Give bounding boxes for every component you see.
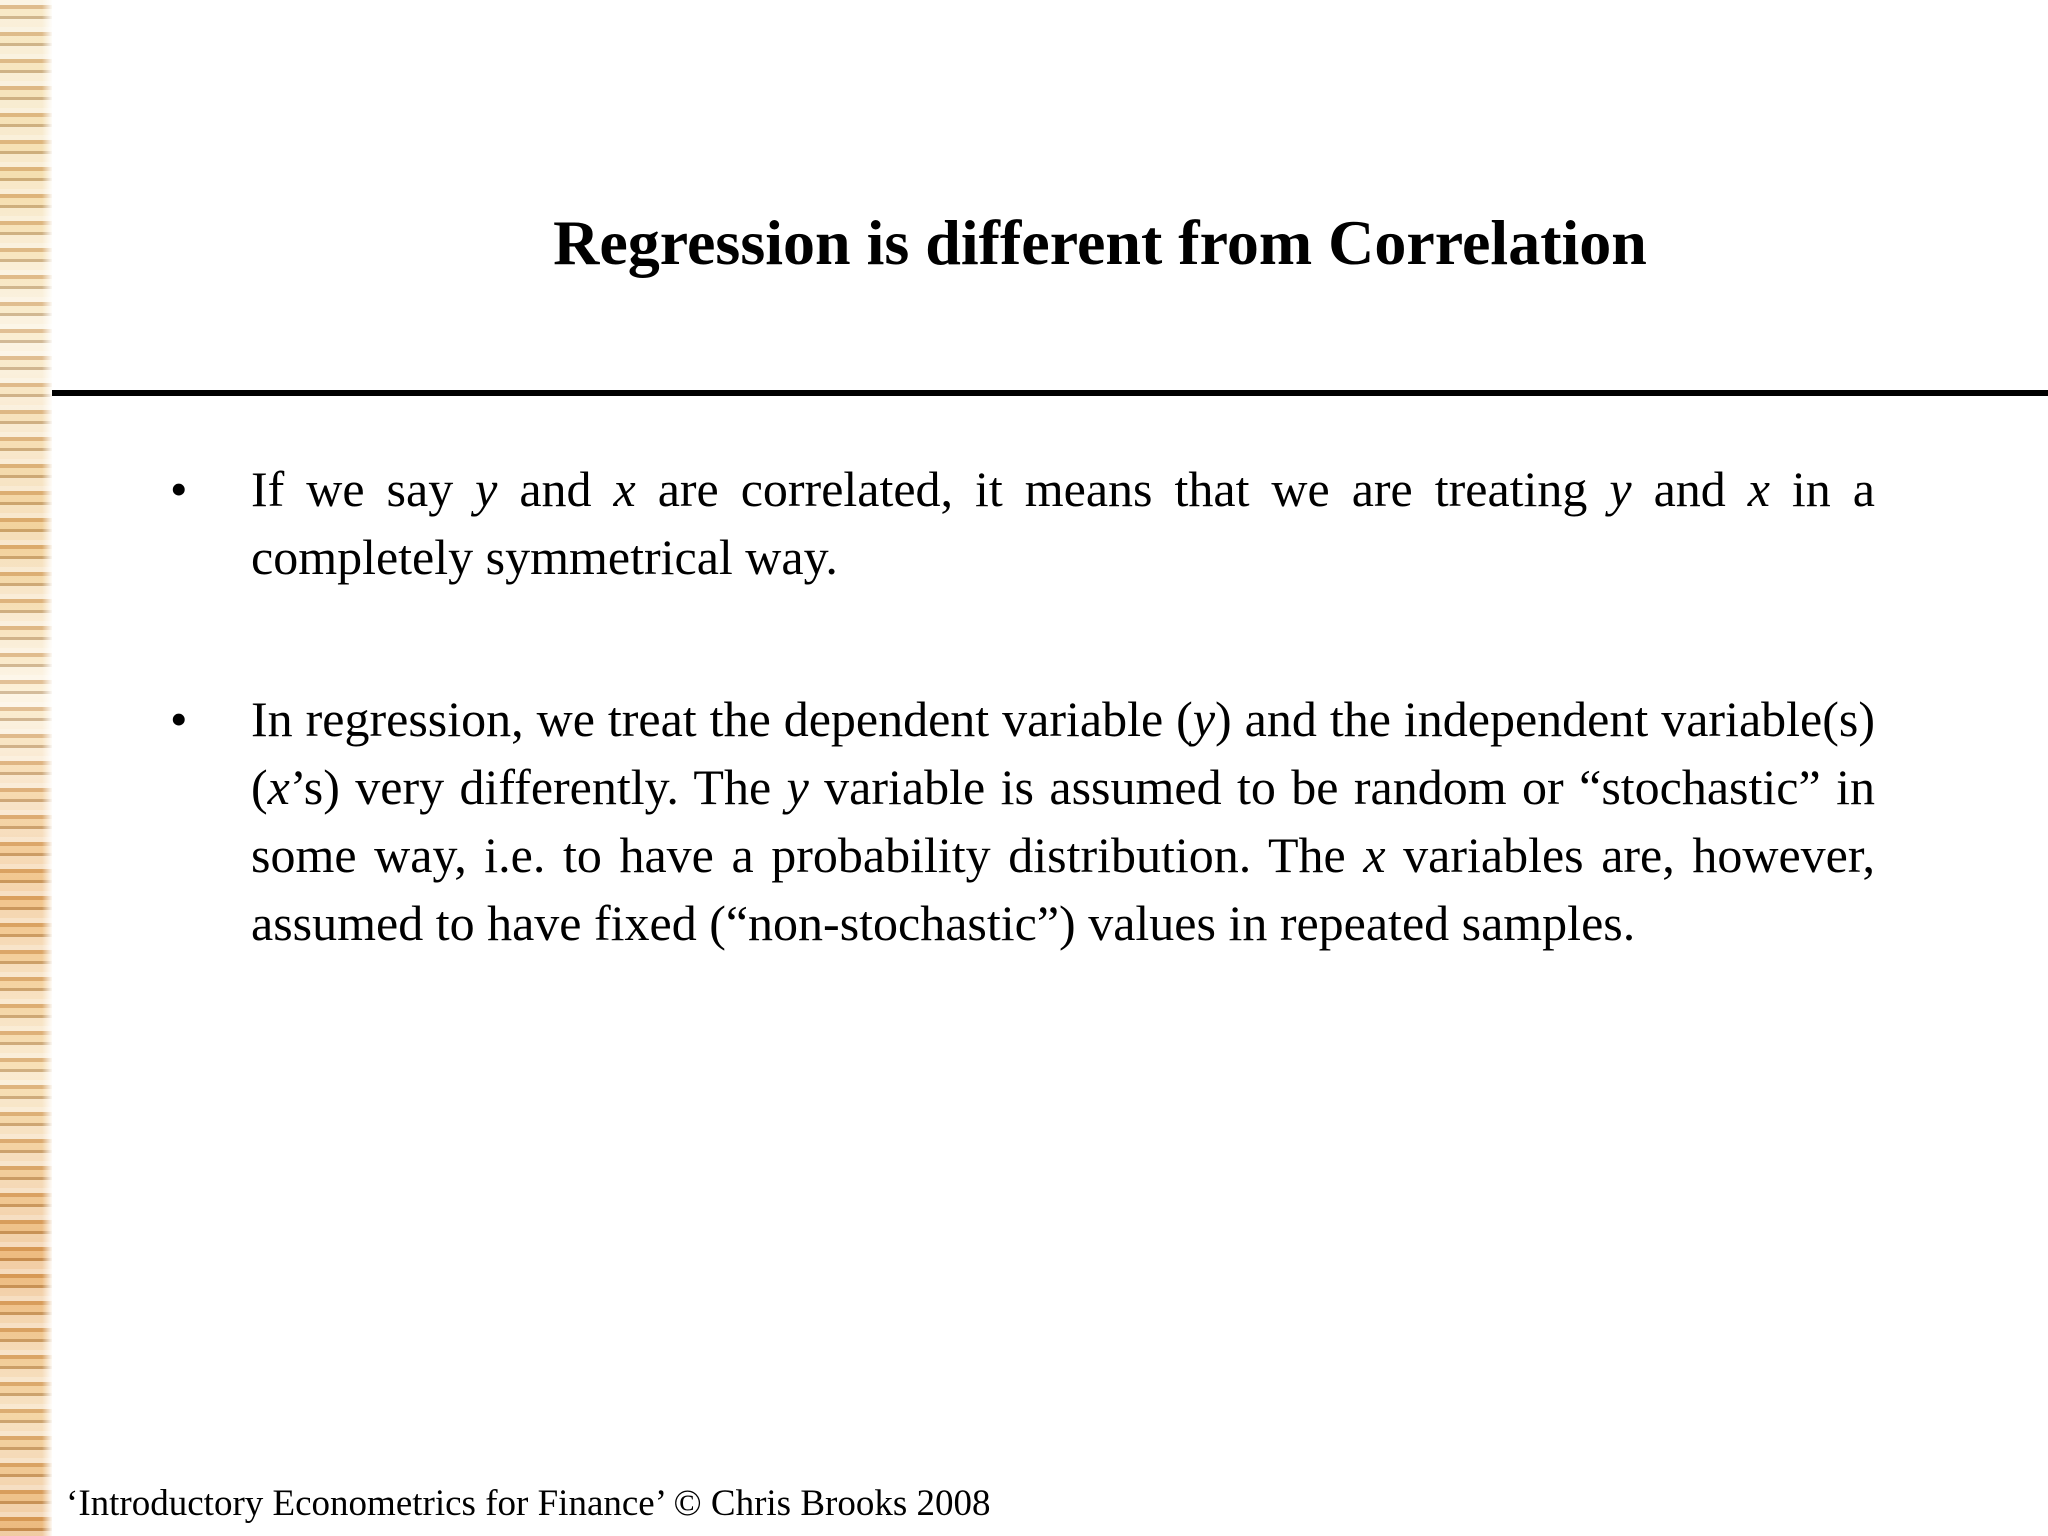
- variable-symbol: x: [1747, 461, 1770, 517]
- variable-symbol: y: [786, 759, 809, 815]
- text-segment: In regression, we treat the dependent variable (: [251, 691, 1193, 747]
- slide-footer-copyright: ‘Introductory Econometrics for Finance’ © Chris Brooks 2008: [66, 1483, 991, 1524]
- title-divider: [52, 390, 2048, 396]
- decorative-left-strip: [0, 0, 52, 1536]
- variable-symbol: y: [1192, 691, 1216, 747]
- variable-symbol: x: [1363, 827, 1386, 883]
- variable-symbol: x: [613, 461, 636, 517]
- bullet-point-icon: •: [170, 691, 188, 747]
- variable-symbol: y: [475, 461, 498, 517]
- bullet-list: [170, 455, 1875, 1051]
- text-segment: variable is assumed to be random or “stochastic” in some way, i.e. to have a probability distribution. The: [251, 759, 1875, 883]
- text-segment: in a completely symmetrical way.: [251, 461, 1875, 585]
- text-segment: and: [497, 461, 614, 517]
- bullet-text: [251, 461, 1875, 585]
- text-segment: variables are, however, assumed to have fixed (“non-stochastic”) values in repeated samples.: [251, 827, 1875, 951]
- slide-title: Regression is different from Correlation: [553, 207, 1647, 278]
- text-segment: and: [1631, 461, 1748, 517]
- text-segment: If we say: [251, 461, 476, 517]
- bullet-point-icon: •: [170, 461, 188, 517]
- bullet-item: [170, 455, 1875, 591]
- text-segment: ) and the independent variable(s) (: [251, 691, 1875, 815]
- text-segment: ’s) very differently. The: [289, 759, 787, 815]
- variable-symbol: y: [1609, 461, 1632, 517]
- variable-symbol: x: [267, 759, 290, 815]
- text-segment: are correlated, it means that we are treating: [635, 461, 1610, 517]
- bullet-text: [251, 691, 1875, 951]
- bullet-item: [170, 685, 1875, 957]
